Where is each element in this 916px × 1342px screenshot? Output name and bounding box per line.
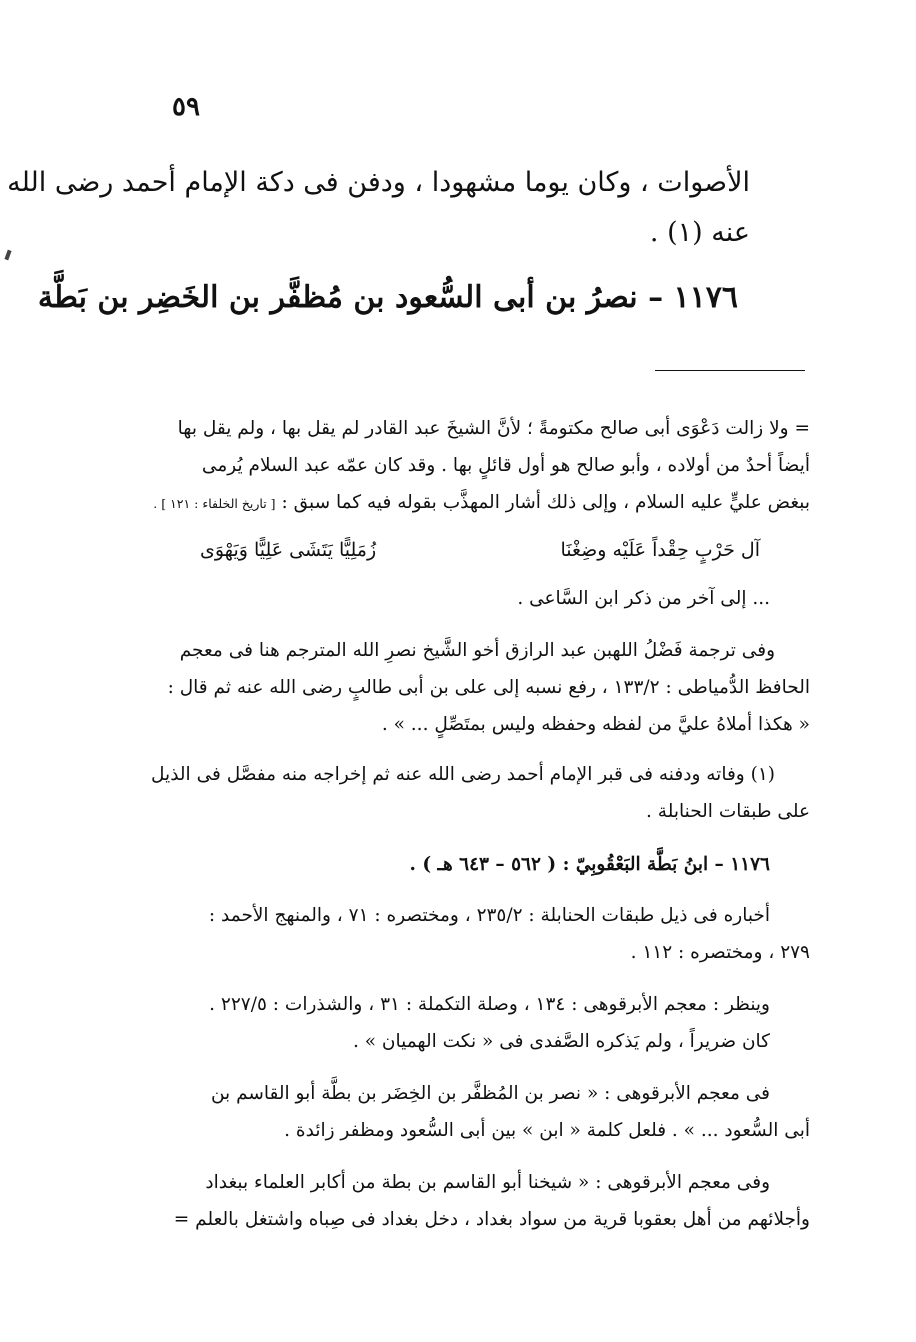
footnote-line: وينظر : معجم الأبرقوهى : ١٣٤ ، وصلة التكملة : ٣١ ، والشذرات : ٢٢٧/٥ . xyxy=(209,994,770,1015)
footnote-line: أيضاً أحدٌ من أولاده ، وأبو صالح هو أول قائلٍ بها . وقد كان عمّه عبد السلام يُرمى xyxy=(201,455,810,476)
page-number: ٥٩ xyxy=(172,92,200,122)
main-text-line-2: عنه (١) . xyxy=(649,217,750,248)
footnote-line: ... إلى آخر من ذكر ابن السَّاعى . xyxy=(517,588,770,609)
poetry-verse xyxy=(200,532,760,568)
footnote-line: كان ضريراً ، ولم يَذكره الصَّفدى فى « نكت الهميان » . xyxy=(352,1031,770,1052)
verse-first-hemistich: زُمَلِيًّا يَتَشَى عَلِيًّا وَيَهْوَى xyxy=(200,539,377,561)
footnote-line: وأجلائهم من أهل بعقوبا قرية من سواد بغداد ، دخل بغداد فى صِباه واشتغل بالعلم = xyxy=(173,1209,810,1230)
footnote-separator xyxy=(655,370,805,371)
scan-mark xyxy=(4,250,11,261)
main-text-line-1: الأصوات ، وكان يوما مشهودا ، ودفن فى دكة الإمام أحمد رضى الله xyxy=(7,167,750,198)
footnote-line: وفى ترجمة فَضْلُ اللهبن عبد الرازق أخو الشَّيخ نصرِ الله المترجم هنا فى معجم xyxy=(179,640,775,661)
footnote-line: أبى السُّعود ... » . فلعل كلمة « ابن » بين أبى السُّعود ومظفر زائدة . xyxy=(284,1120,810,1141)
entry-heading: ١١٧٦ – نصرُ بن أبى السُّعود بن مُظفَّر بن الخَضِر بن بَطَّة xyxy=(37,280,738,315)
footnote-1-line: (١) وفاته ودفنه فى قبر الإمام أحمد رضى الله عنه ثم إخراجه منه مفصَّل فى الذيل xyxy=(151,764,775,785)
footnote-line: = ولا زالت دَعْوَى أبى صالح مكتومةً ؛ لأنَّ الشيخَ عبد القادر لم يقل بها ، ولم يقل بها xyxy=(177,418,810,439)
footnote-line: « هكذا أملاهُ عليَّ من لفظه وحفظه وليس بمتَصِّلٍ ... » . xyxy=(381,714,810,735)
verse-second-hemistich: آل حَرْبٍ حِقْداً عَلَيْه وضِغْنَا xyxy=(560,539,760,561)
footnote-line xyxy=(140,484,810,522)
footnote-1-line: على طبقات الحنابلة . xyxy=(646,801,810,822)
footnote-text: ببغض عليٍّ عليه السلام ، وإلى ذلك أشار المهذَّب بقوله فيه كما سبق : xyxy=(281,492,810,513)
footnote-line: الحافظ الدُّمياطى : ١٣٣/٢ ، رفع نسبه إلى على بن أبى طالبٍ رضى الله عنه ثم قال : xyxy=(167,677,810,698)
footnote-line: أخباره فى ذيل طبقات الحنابلة : ٢٣٥/٢ ، ومختصره : ٧١ ، والمنهج الأحمد : xyxy=(208,905,770,926)
footnote-line: فى معجم الأبرقوهى : « نصر بن المُظفَّر بن الخِضَر بن بطَّة أبو القاسم بن xyxy=(210,1083,770,1104)
footnote-line: وفى معجم الأبرقوهى : « شيخنا أبو القاسم بن بطة من أكابر العلماء ببغداد xyxy=(205,1172,770,1193)
footnote-line: ٢٧٩ ، ومختصره : ١١٢ . xyxy=(630,942,810,963)
footnote-entry-heading xyxy=(140,846,770,883)
source-reference: [ تاريخ الخلفاء : ١٢١ ] . xyxy=(153,496,276,511)
footnote-entry-title: ١١٧٦ – ابنُ بَطَّة البَعْقُوبِيّ : ( ٥٦٢ – ٦٤٣ هـ ) . xyxy=(409,854,770,875)
